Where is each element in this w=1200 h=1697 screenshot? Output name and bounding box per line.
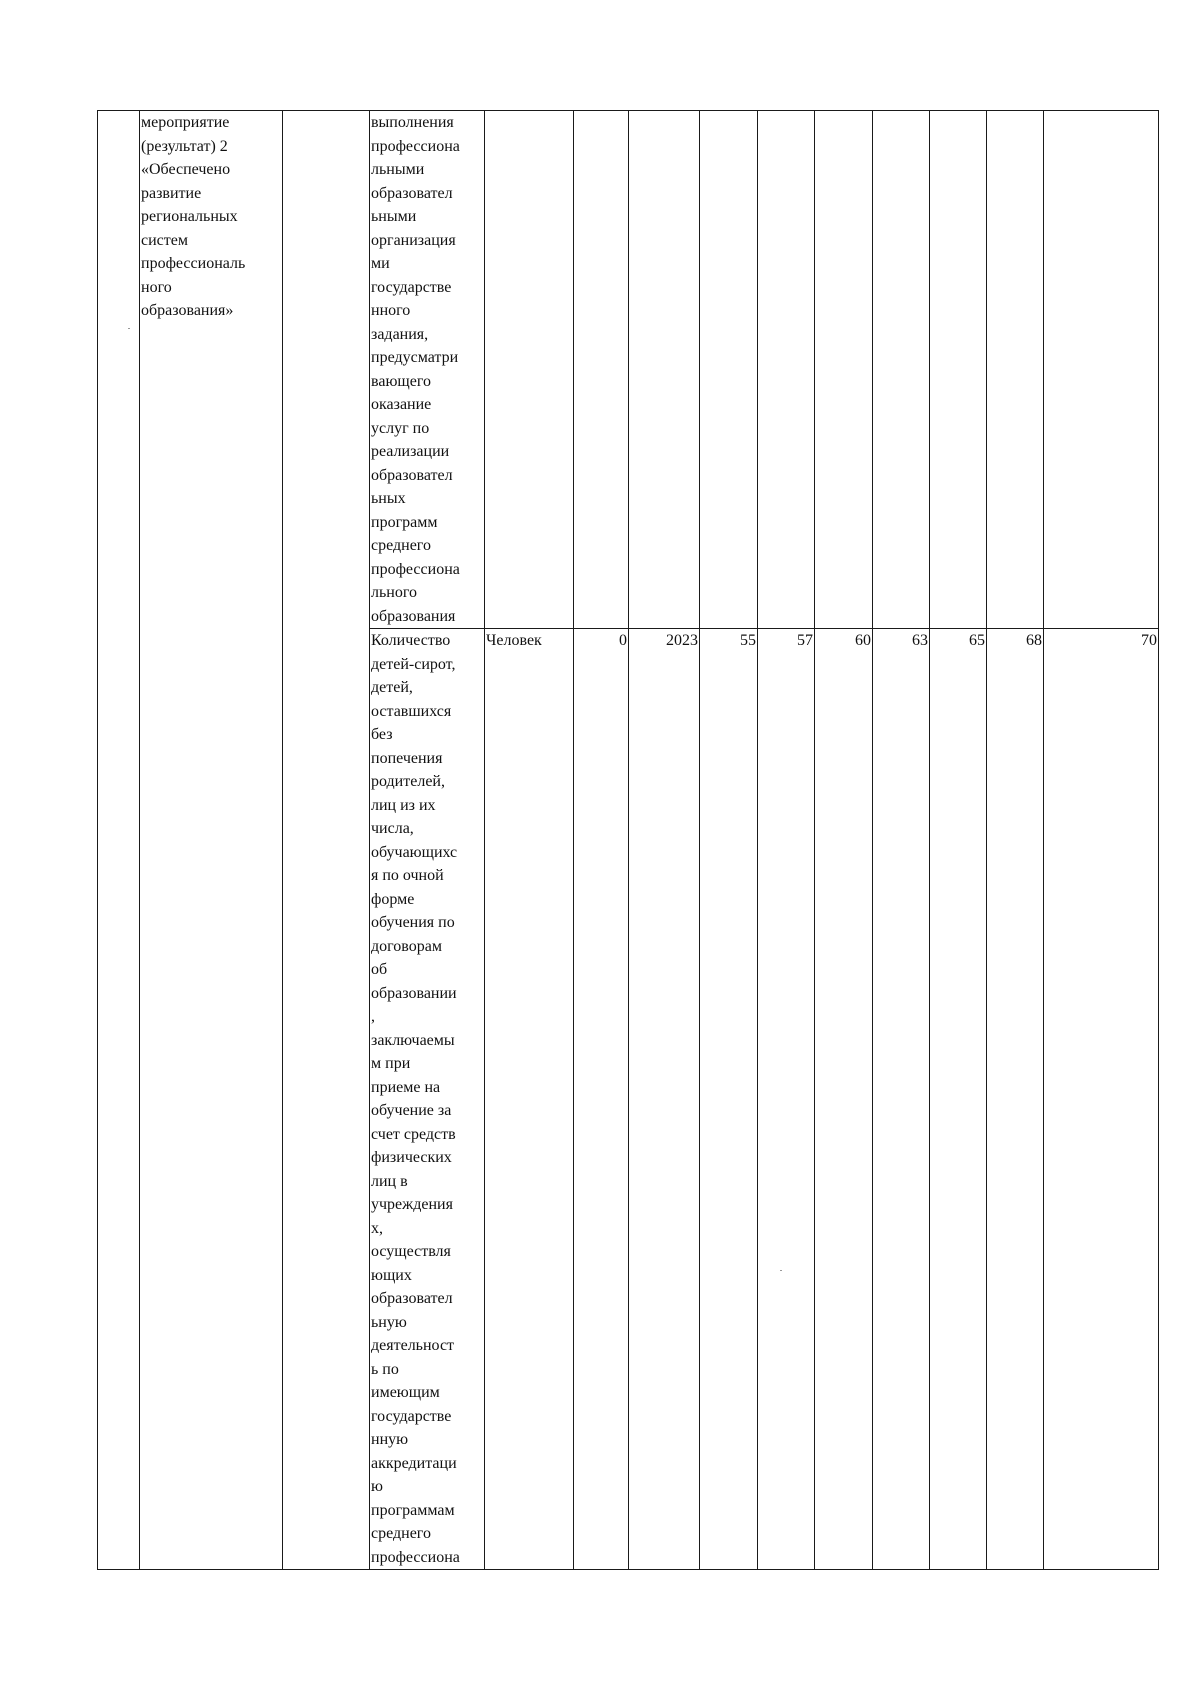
indicator-text-line: учреждения xyxy=(371,1196,453,1213)
indicator-text-line: ьную xyxy=(371,1313,407,1331)
indicator-text-line: оставшихся xyxy=(371,702,452,720)
indicator-text-line: приеме на xyxy=(371,1078,441,1096)
value-cell xyxy=(815,111,873,629)
indicator-text-line: Количество xyxy=(371,632,451,649)
indicator-text-line: обучение за xyxy=(371,1102,452,1119)
indicator-text-line: программам xyxy=(371,1501,455,1519)
table-row xyxy=(98,111,1159,629)
indicator-text-line: профессиона xyxy=(371,137,460,155)
indicator-text-line: ми xyxy=(371,255,390,272)
indicator-text-line: деятельност xyxy=(371,1337,455,1354)
indicator-text-line: льными xyxy=(371,161,425,178)
value-cell: 57 xyxy=(758,629,815,1570)
value-cell xyxy=(700,111,758,629)
indicator-text-line: предусматри xyxy=(371,349,459,366)
indicator-text-line: профессиона xyxy=(371,560,460,578)
indicator-text-line: заключаемы xyxy=(371,1031,455,1049)
activity-name-cell xyxy=(140,111,283,1570)
indicator-text-line: об xyxy=(371,961,388,978)
indicator-text-line: среднего xyxy=(371,1525,431,1542)
indicator-text-line: счет средств xyxy=(371,1125,456,1143)
indicator-text-line: нную xyxy=(371,1431,409,1448)
number-cell xyxy=(98,111,140,1570)
unit-cell: Человек xyxy=(485,629,574,1570)
activity-text-line: систем xyxy=(141,231,188,249)
indicator-text-line: лиц в xyxy=(371,1172,408,1190)
indicator-text-line: обучающихс xyxy=(371,843,458,861)
indicator-text-line: осуществля xyxy=(371,1243,451,1260)
base-value-cell xyxy=(574,111,629,629)
indicator-text-line: услуг по xyxy=(371,419,430,437)
indicator-text-line: оказание xyxy=(371,396,432,413)
indicator-text-line: образовател xyxy=(371,466,453,484)
indicator-name-cell xyxy=(370,629,485,1570)
indicator-text-line: детей, xyxy=(371,679,413,696)
value-cell: 70 xyxy=(1044,629,1159,1570)
indicator-text-line: ьными xyxy=(371,208,417,225)
base-year-cell xyxy=(629,111,700,629)
value-cell: 60 xyxy=(815,629,873,1570)
scan-speck xyxy=(780,1270,782,1271)
value-cell: 55 xyxy=(700,629,758,1570)
activity-text-line: «Обеспечено xyxy=(141,161,231,178)
indicator-text-line: аккредитаци xyxy=(371,1454,457,1472)
indicator-text-line: образовател xyxy=(371,1290,453,1307)
indicator-text-line: ющих xyxy=(371,1266,412,1284)
indicator-text-line: без xyxy=(371,726,393,743)
indicator-text-line: м при xyxy=(371,1055,411,1072)
indicator-text-line: я по очной xyxy=(371,867,444,884)
indicator-text-line: ьных xyxy=(371,490,406,507)
value-cell xyxy=(873,111,930,629)
indicator-text-line: среднего xyxy=(371,537,431,554)
value-cell: 65 xyxy=(930,629,987,1570)
value-cell xyxy=(758,111,815,629)
indicator-text-line: образования xyxy=(371,607,456,625)
activity-text-line: (результат) 2 xyxy=(141,137,228,155)
indicator-text-line: числа, xyxy=(371,820,414,837)
indicator-text-line: форме xyxy=(371,890,415,908)
indicator-text-line: образовател xyxy=(371,184,453,202)
indicator-text-line: реализации xyxy=(371,443,450,460)
indicator-text-line: вающего xyxy=(371,372,431,390)
indicator-text-line: образовании xyxy=(371,984,457,1002)
indicator-text-line: организация xyxy=(371,231,456,249)
indicator-text-line: льного xyxy=(371,584,418,601)
indicators-table xyxy=(97,110,1159,1570)
activity-text-line: региональных xyxy=(141,208,238,225)
indicator-text-line: задания, xyxy=(371,325,429,343)
base-value-cell: 0 xyxy=(574,629,629,1570)
indicator-text-line: выполнения xyxy=(371,114,454,131)
responsible-cell xyxy=(283,111,370,1570)
indicator-text-line: , xyxy=(371,1008,375,1025)
indicator-text-line: родителей, xyxy=(371,773,445,790)
activity-text-line: развитие xyxy=(141,184,202,202)
indicator-text-line: попечения xyxy=(371,749,443,767)
indicator-text-line: детей-сирот, xyxy=(371,655,456,673)
activity-text-line: мероприятие xyxy=(141,114,230,131)
indicator-text-line: имеющим xyxy=(371,1384,440,1401)
indicator-text-line: ю xyxy=(371,1478,383,1495)
indicator-text-line: государстве xyxy=(371,278,452,296)
indicator-text-line: лиц из их xyxy=(371,796,436,814)
indicator-text-line: обучения по xyxy=(371,914,455,931)
activity-text-line: профессиональ xyxy=(141,255,246,272)
value-cell xyxy=(930,111,987,629)
indicator-text-line: нного xyxy=(371,302,411,319)
activity-text-line: ного xyxy=(141,278,172,296)
value-cell xyxy=(987,111,1044,629)
indicator-text-line: физических xyxy=(371,1149,452,1166)
indicator-text-line: договорам xyxy=(371,937,442,955)
base-year-cell: 2023 xyxy=(629,629,700,1570)
value-cell: 68 xyxy=(987,629,1044,1570)
indicator-text-line: х, xyxy=(371,1219,383,1237)
indicator-text-line: профессиона xyxy=(371,1548,460,1566)
indicator-name-cell xyxy=(370,111,485,629)
unit-cell xyxy=(485,111,574,629)
scan-speck xyxy=(128,328,130,329)
value-cell xyxy=(1044,111,1159,629)
activity-text-line: образования» xyxy=(141,302,234,319)
indicator-text-line: программ xyxy=(371,513,438,531)
indicator-text-line: государстве xyxy=(371,1407,452,1425)
value-cell: 63 xyxy=(873,629,930,1570)
indicator-text-line: ь по xyxy=(371,1360,399,1378)
